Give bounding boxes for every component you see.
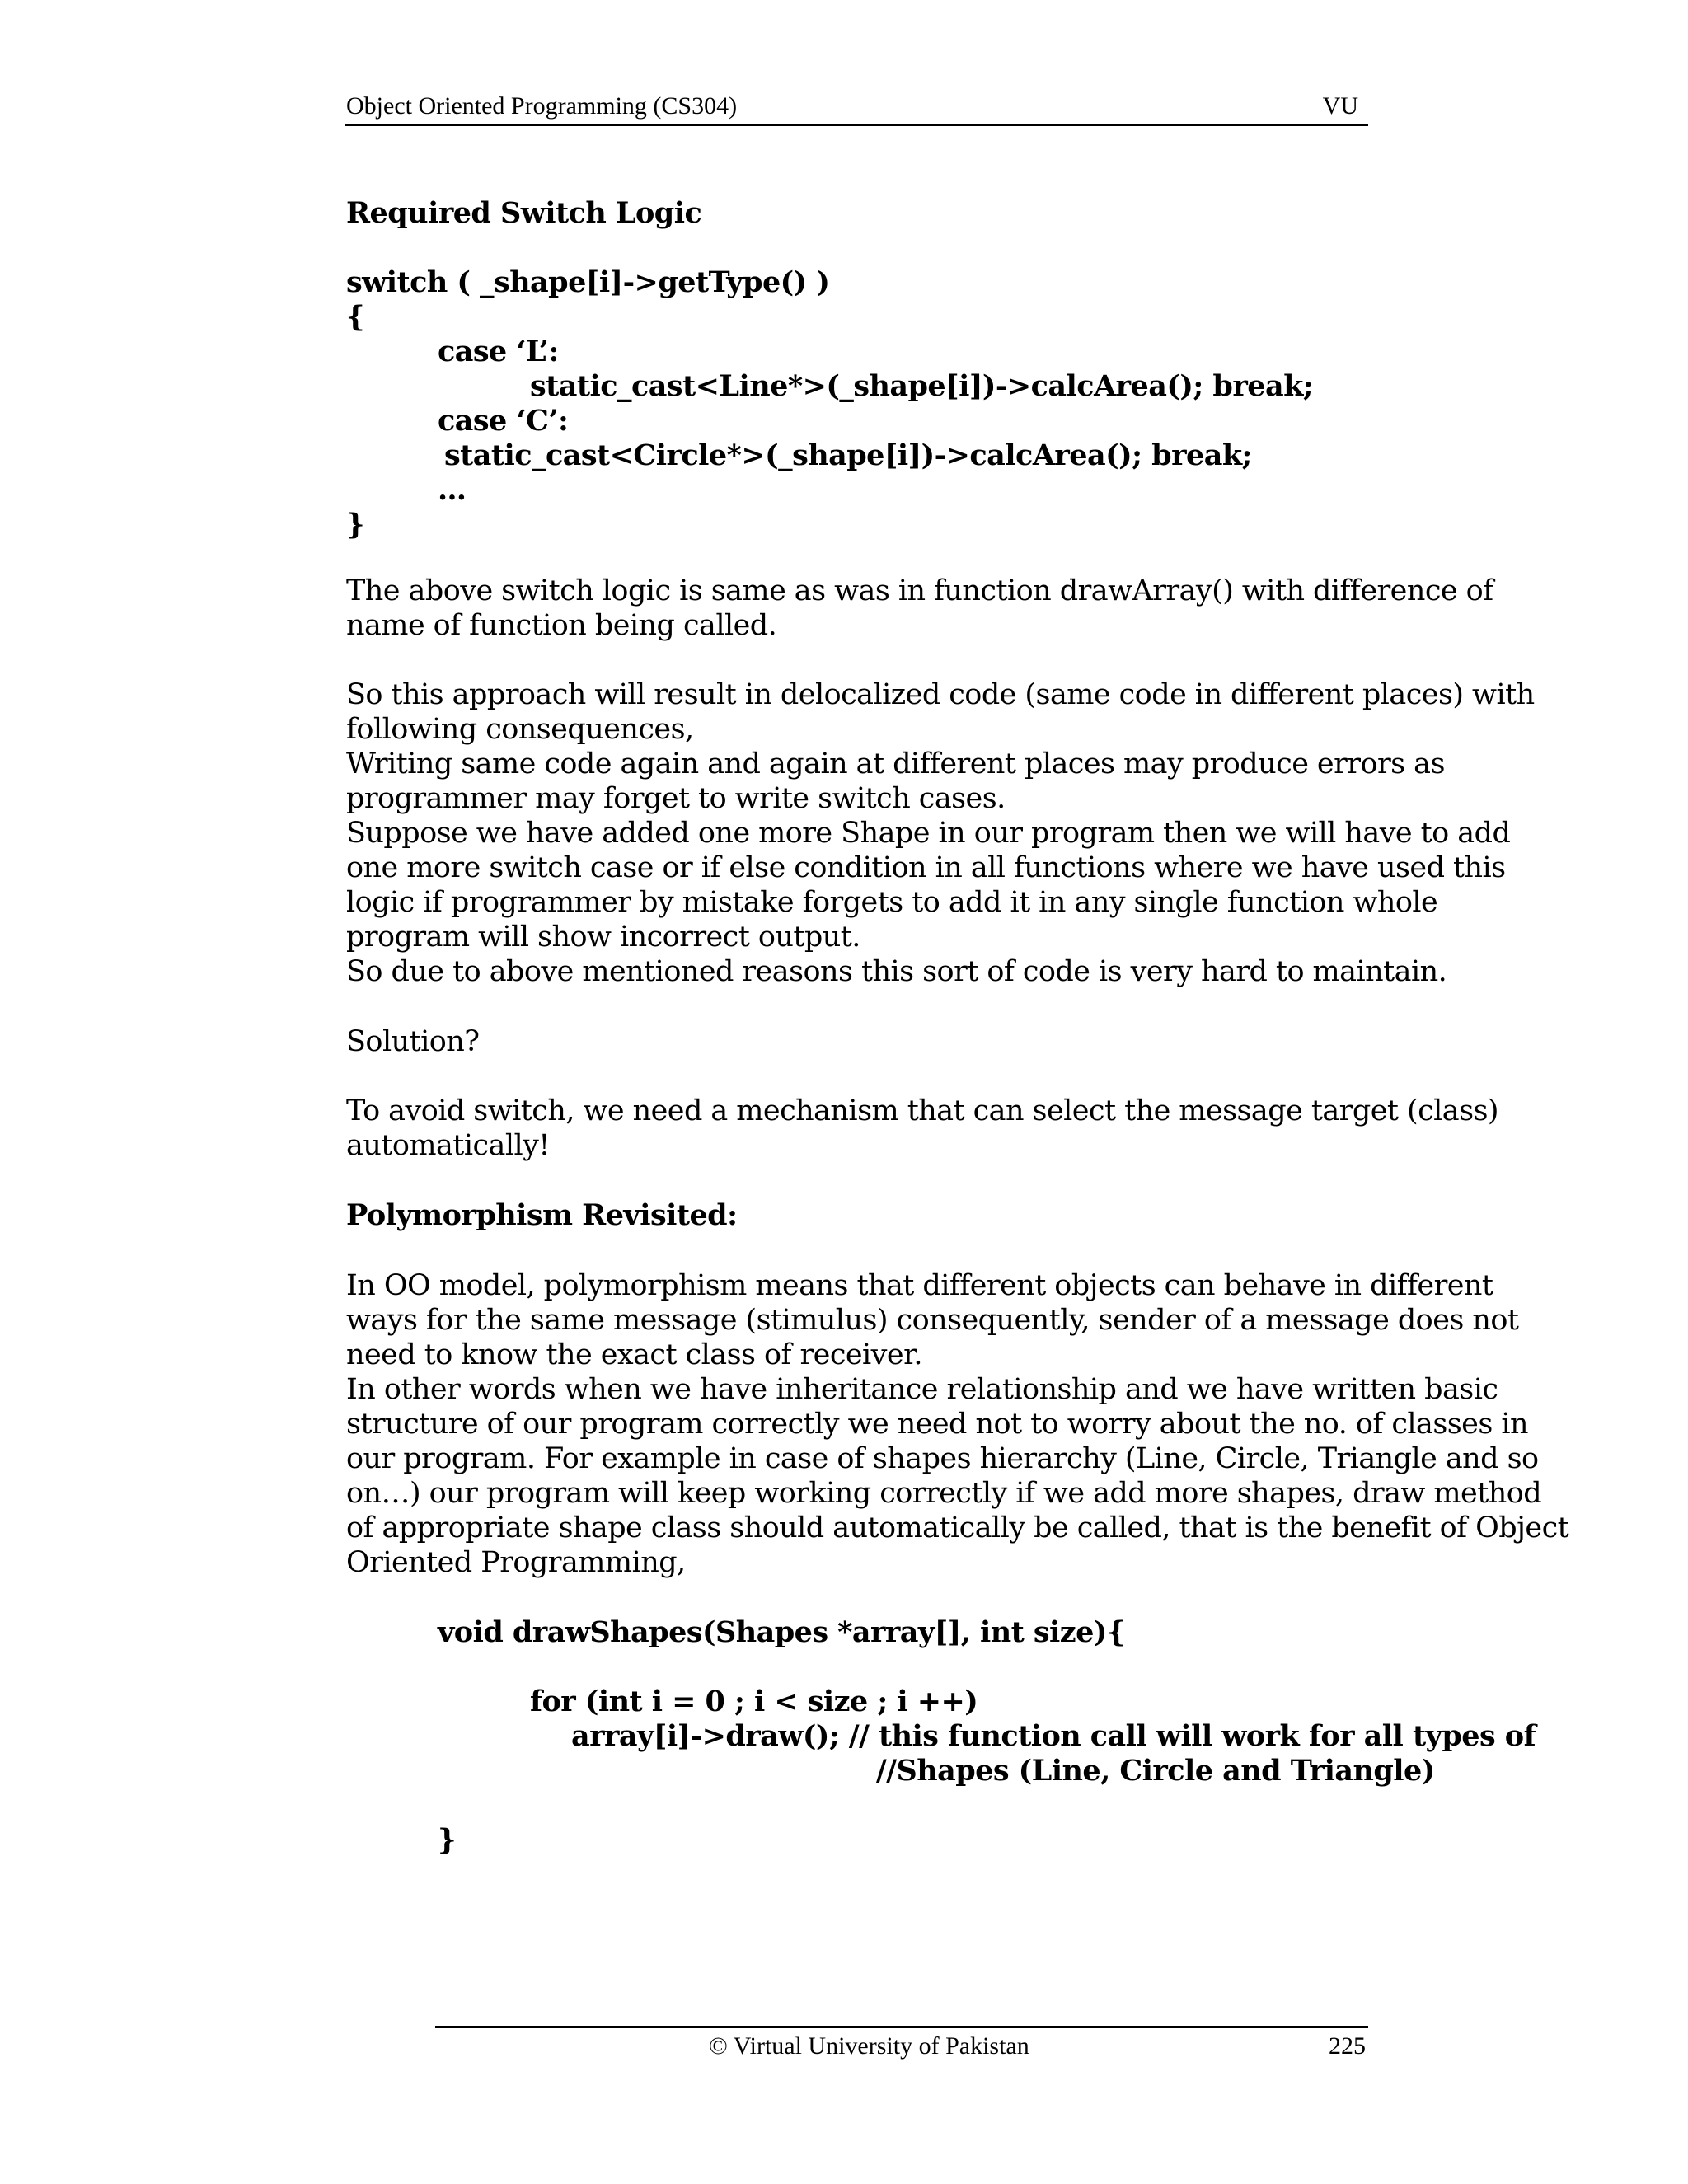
text-line: on…) our program will keep working correctly if we add more shapes, draw method <box>346 1477 1542 1510</box>
page-header <box>345 89 1368 126</box>
code-line: static_cast<Line*>(_shape[i])->calcArea(); break; <box>530 369 1314 403</box>
text-line: So due to above mentioned reasons this sort of code is very hard to maintain. <box>346 955 1447 988</box>
text-line: our program. For example in case of shapes hierarchy (Line, Circle, Triangle and so <box>346 1442 1539 1475</box>
code-line: //Shapes (Line, Circle and Triangle) <box>876 1754 1435 1788</box>
code-line: { <box>346 300 364 334</box>
section-heading-polymorphism: Polymorphism Revisited: <box>346 1198 738 1232</box>
code-line: static_cast<Circle*>(_shape[i])->calcArea(); break; <box>444 438 1252 472</box>
solution-question: Solution? <box>346 1025 480 1058</box>
text-line: ways for the same message (stimulus) consequently, sender of a message does not <box>346 1304 1519 1337</box>
text-line: automatically! <box>346 1129 550 1162</box>
section-heading-switch-logic: Required Switch Logic <box>346 196 702 230</box>
text-line: name of function being called. <box>346 609 777 642</box>
code-line: } <box>438 1823 456 1857</box>
code-line: for (int i = 0 ; i < size ; i ++) <box>530 1685 978 1718</box>
text-line: To avoid switch, we need a mechanism that can select the message target (class) <box>346 1094 1499 1127</box>
text-line: Writing same code again and again at different places may produce errors as <box>346 748 1445 780</box>
text-line: Suppose we have added one more Shape in our program then we will have to add <box>346 817 1511 850</box>
text-line: Oriented Programming, <box>346 1546 686 1579</box>
code-line: switch ( _shape[i]->getType() ) <box>346 265 830 299</box>
code-line: } <box>346 508 364 541</box>
code-line: … <box>438 473 467 507</box>
footer-copyright: © Virtual University of Pakistan <box>709 2032 1029 2060</box>
code-line: case ‘C’: <box>438 404 569 438</box>
text-line: following consequences, <box>346 713 694 746</box>
text-line: structure of our program correctly we need not to worry about the no. of classes in <box>346 1408 1528 1441</box>
text-line: program will show incorrect output. <box>346 921 860 954</box>
text-line: So this approach will result in delocalized code (same code in different places) with <box>346 678 1535 711</box>
code-line: void drawShapes(Shapes *array[], int size){ <box>438 1615 1125 1649</box>
page-number: 225 <box>1329 2032 1366 2060</box>
course-title: Object Oriented Programming (CS304) <box>346 92 738 120</box>
code-line: case ‘L’: <box>438 335 559 368</box>
text-line: The above switch logic is same as was in function drawArray() with difference of <box>346 574 1493 607</box>
text-line: In other words when we have inheritance relationship and we have written basic <box>346 1373 1498 1406</box>
university-abbr: VU <box>1322 92 1358 120</box>
text-line: In OO model, polymorphism means that different objects can behave in different <box>346 1269 1493 1302</box>
text-line: one more switch case or if else condition in all functions where we have used this <box>346 851 1506 884</box>
text-line: need to know the exact class of receiver. <box>346 1338 922 1371</box>
text-line: programmer may forget to write switch cases. <box>346 782 1006 815</box>
code-line: array[i]->draw(); // this function call will work for all types of <box>571 1719 1536 1753</box>
footer-rule <box>435 2026 1368 2028</box>
text-line: logic if programmer by mistake forgets to add it in any single function whole <box>346 886 1438 919</box>
text-line: of appropriate shape class should automatically be called, that is the benefit of Object <box>346 1511 1569 1544</box>
